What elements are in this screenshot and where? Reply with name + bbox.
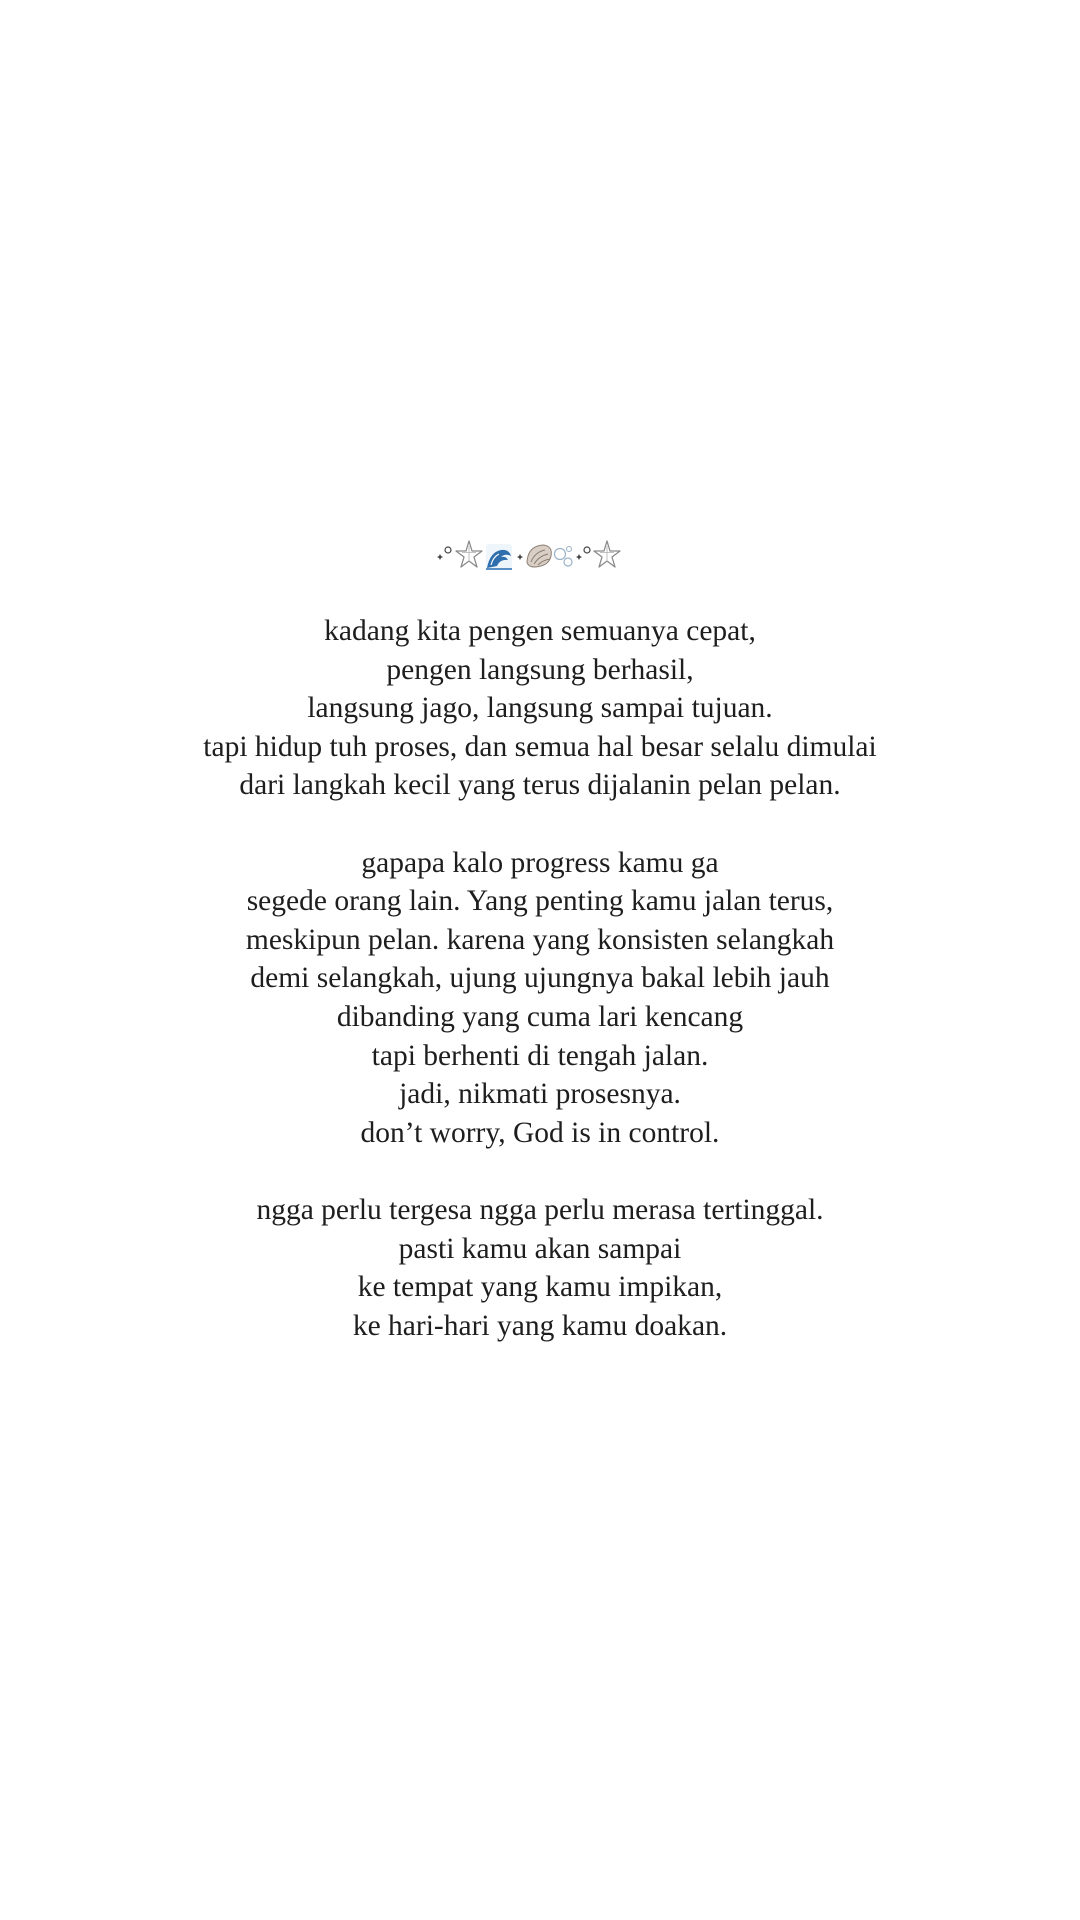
small-circle-icon <box>445 547 451 553</box>
sparkle-icon <box>437 554 443 560</box>
poem-line: tapi hidup tuh proses, dan semua hal besar selalu dimulai <box>203 730 877 763</box>
poem-line: pasti kamu akan sampai <box>398 1232 682 1265</box>
stanza-1 <box>0 612 1080 805</box>
wave-icon <box>486 544 512 570</box>
poem-line: demi selangkah, ujung ujungnya bakal lebih jauh <box>250 962 830 995</box>
stanza-3 <box>0 1191 1080 1345</box>
poem-line: gapapa kalo progress kamu ga <box>361 846 719 879</box>
stanza-2 <box>0 844 1080 1153</box>
emoji-decoration-row <box>0 532 1080 576</box>
poem-line: jadi, nikmati prosesnya. <box>399 1078 681 1111</box>
poem-line: ke tempat yang kamu impikan, <box>357 1271 723 1304</box>
poem-line: kadang kita pengen semuanya cepat, <box>324 615 756 647</box>
poem-line: ke hari-hari yang kamu doakan. <box>352 1309 728 1342</box>
starfish-icon <box>594 541 620 567</box>
poem-line: tapi berhenti di tengah jalan. <box>371 1039 709 1072</box>
poem-line: segede orang lain. Yang penting kamu jalan terus, <box>246 885 834 918</box>
poem-line: dibanding yang cuma lari kencang <box>336 1000 744 1033</box>
poem-line: meskipun pelan. karena yang konsisten selangkah <box>245 923 835 956</box>
emoji-decoration-svg <box>435 532 645 576</box>
poem-text <box>0 612 1080 1345</box>
poem-line: langsung jago, langsung sampai tujuan. <box>307 692 773 725</box>
small-circle-icon <box>584 547 590 553</box>
seashell-icon <box>527 545 551 567</box>
bubbles-icon <box>555 547 573 567</box>
sparkle-icon <box>517 554 523 560</box>
poem-line: don’t worry, God is in control. <box>360 1116 720 1149</box>
starfish-icon <box>456 541 482 567</box>
poem-line: dari langkah kecil yang terus dijalanin pelan pelan. <box>239 769 841 802</box>
sparkle-icon <box>576 554 582 560</box>
poem-line: pengen langsung berhasil, <box>386 653 694 686</box>
poem-line: ngga perlu tergesa ngga perlu merasa tertinggal. <box>256 1193 824 1226</box>
